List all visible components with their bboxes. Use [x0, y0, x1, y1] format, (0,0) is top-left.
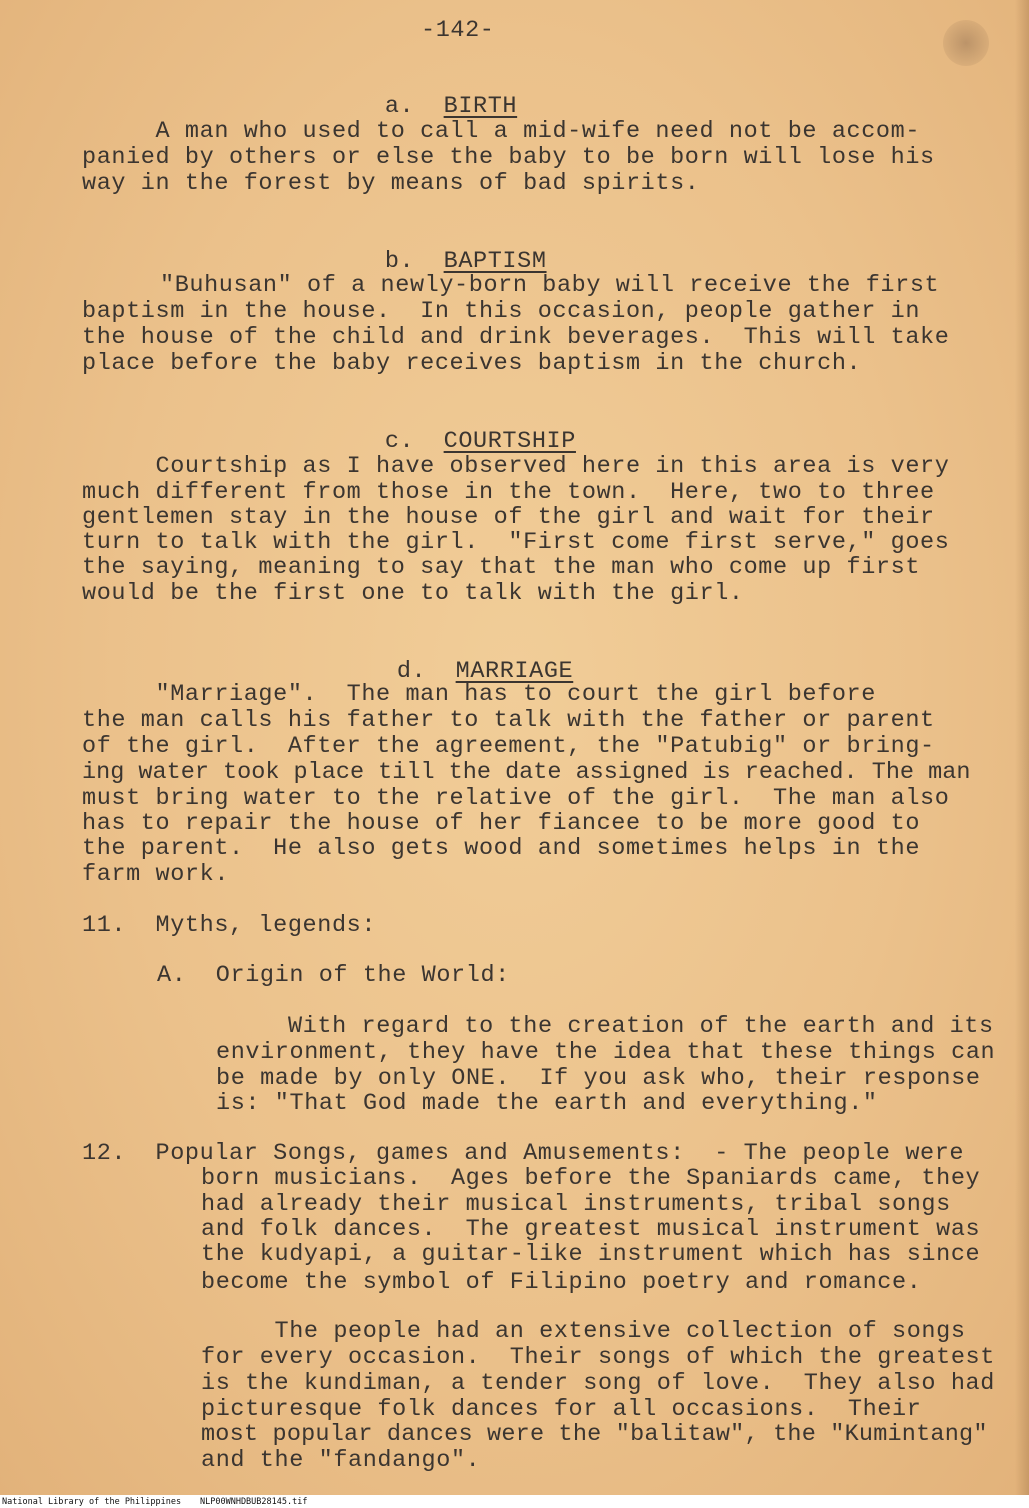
text-line: place before the baby receives baptism in the church.: [82, 350, 862, 377]
text-line: With regard to the creation of the earth and its: [288, 1013, 994, 1040]
text-line: had already their musical instruments, tribal songs: [201, 1191, 951, 1218]
paper-stain: [943, 20, 989, 66]
text-line: is: "That God made the earth and everything.": [216, 1090, 878, 1117]
text-line: the kudyapi, a guitar-like instrument which has since: [201, 1241, 981, 1268]
text-line: much different from those in the town. Here, two to three: [82, 479, 935, 506]
text-line: gentlemen stay in the house of the girl and wait for their: [82, 504, 935, 531]
item-heading-myths: 11. Myths, legends:: [82, 912, 377, 939]
text-line: born musicians. Ages before the Spaniards came, they: [201, 1165, 981, 1192]
text-line: and the "fandango".: [201, 1447, 481, 1474]
text-line: the man calls his father to talk with the father or parent: [82, 707, 935, 734]
text-line: of the girl. After the agreement, the "Patubig" or bring-: [82, 733, 935, 760]
section-letter: a.: [384, 93, 415, 120]
section-letter: b.: [384, 248, 415, 275]
text-line: way in the forest by means of bad spirits.: [82, 170, 700, 197]
text-line: panied by others or else the baby to be born will lose his: [82, 144, 935, 171]
section-title: COURTSHIP: [443, 428, 576, 455]
text-line: the saying, meaning to say that the man who come up first: [82, 554, 921, 581]
text-line: the house of the child and drink beverages. This will take: [82, 324, 950, 351]
section-title: BIRTH: [443, 93, 518, 120]
text-line: ing water took place till the date assigned is reached. The man: [82, 759, 971, 786]
page-number: -142-: [421, 17, 495, 44]
text-line: The people had an extensive collection of songs: [201, 1318, 966, 1345]
section-letter: c.: [384, 428, 415, 455]
text-line: for every occasion. Their songs of which the greatest: [201, 1344, 995, 1371]
text-line: environment, they have the idea that these things can: [216, 1039, 996, 1066]
text-line: the parent. He also gets wood and sometimes helps in the: [82, 835, 921, 862]
text-line: picturesque folk dances for all occasions. Their: [201, 1396, 922, 1423]
section-title: MARRIAGE: [455, 658, 574, 685]
sub-heading-origin: A. Origin of the World:: [157, 962, 510, 989]
text-line: has to repair the house of her fiancee to be more good to: [82, 810, 921, 837]
text-line: "Marriage". The man has to court the girl before: [82, 681, 876, 708]
text-line: become the symbol of Filipino poetry and romance.: [201, 1269, 922, 1296]
text-line: is the kundiman, a tender song of love. They also had: [201, 1370, 995, 1397]
text-line: most popular dances were the "balitaw", the "Kumintang": [201, 1421, 988, 1448]
text-line: be made by only ONE. If you ask who, their response: [216, 1065, 981, 1092]
section-title: BAPTISM: [443, 248, 547, 275]
text-line: A man who used to call a mid-wife need not be accom-: [82, 118, 921, 145]
footer-library-name: National Library of the Philippines: [2, 1497, 182, 1507]
footer-file-name: NLP00WNHDBUB28145.tif: [200, 1497, 308, 1507]
text-line: turn to talk with the girl. "First come first serve," goes: [82, 529, 950, 556]
text-line: must bring water to the relative of the girl. The man also: [82, 785, 950, 812]
page-edge-shadow: [1015, 0, 1029, 1495]
text-line: would be the first one to talk with the girl.: [82, 580, 744, 607]
text-line: Courtship as I have observed here in this area is very: [82, 453, 950, 480]
text-line: and folk dances. The greatest musical instrument was: [201, 1216, 981, 1243]
item-heading-songs: 12. Popular Songs, games and Amusements: - The people were: [82, 1140, 965, 1167]
text-line: farm work.: [82, 861, 230, 888]
section-letter: d.: [396, 658, 427, 685]
text-line: baptism in the house. In this occasion, people gather in: [82, 298, 921, 325]
text-line: "Buhusan" of a newly-born baby will receive the first: [160, 272, 940, 299]
